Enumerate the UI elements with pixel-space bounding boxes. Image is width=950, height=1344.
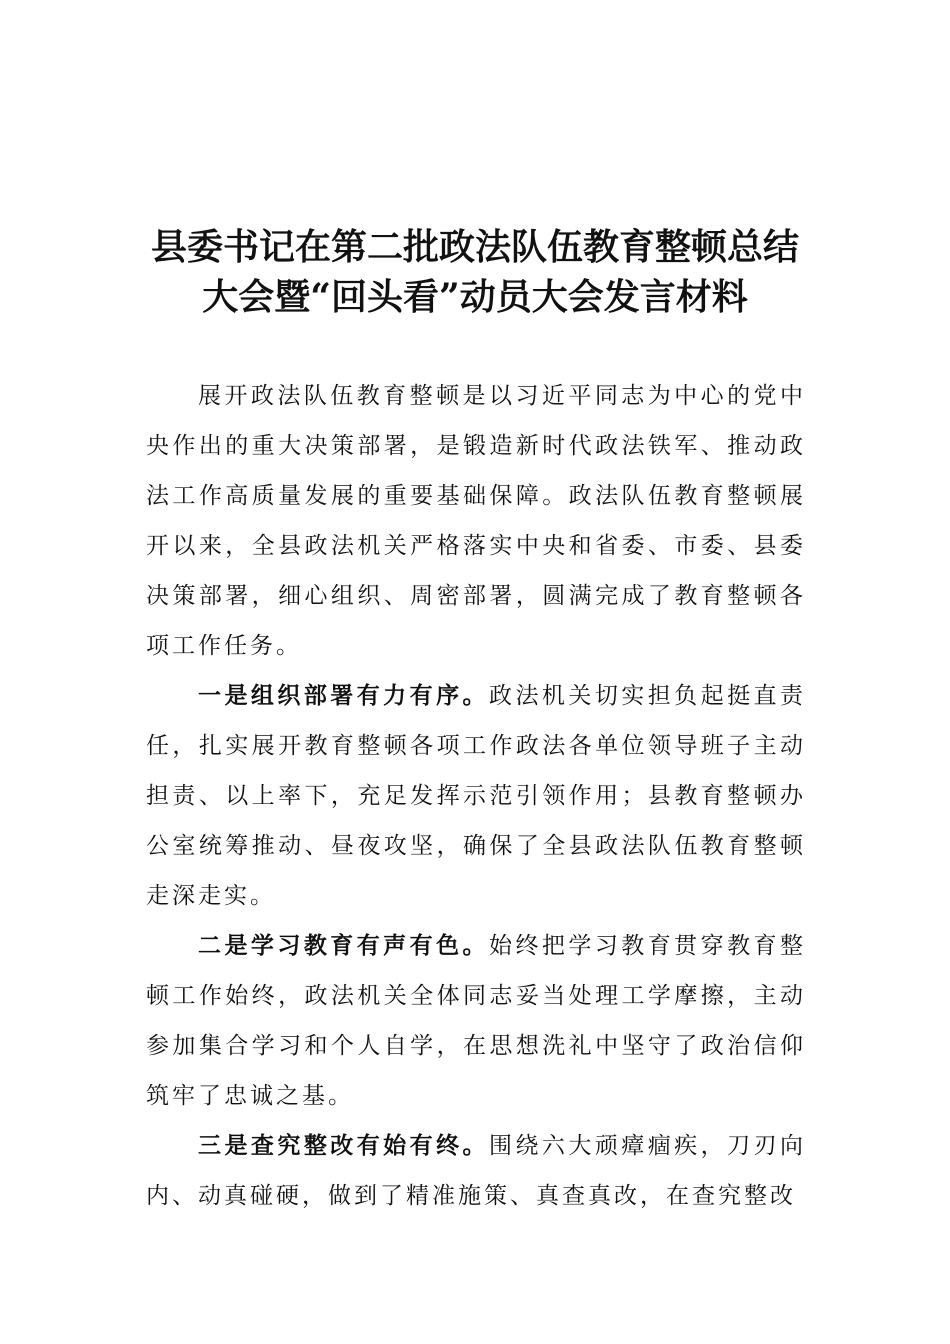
paragraph-lead: 三是查究整改有始有终。 bbox=[198, 1132, 489, 1159]
paragraph-lead: 一是组织部署有力有序。 bbox=[198, 682, 489, 709]
paragraph-study bbox=[146, 921, 806, 1121]
title-line-2: 大会暨“回头看”动员大会发言材料 bbox=[202, 276, 748, 318]
document-body bbox=[146, 371, 806, 1221]
paragraph-text: 政法机关切实担负起挺直责任，扎实展开教育整顿各项工作政法各单位领导班子主动担责、以上率下，充足发挥示范引领作用；县教育整顿办公室统筹推动、昼夜攻坚，确保了全县政法队伍教育整顿走深走实。 bbox=[146, 683, 806, 909]
paragraph-text: 展开政法队伍教育整顿是以习近平同志为中心的党中央作出的重大决策部署，是锻造新时代政法铁军、推动政法工作高质量发展的重要基础保障。政法队伍教育整顿展开以来，全县政法机关严格落实中央和省委、市委、县委决策部署，细心组织、周密部署，圆满完成了教育整顿各项工作任务。 bbox=[146, 383, 806, 659]
paragraph-intro bbox=[146, 371, 806, 671]
title-line-1: 县委书记在第二批政法队伍教育整顿总结 bbox=[150, 226, 799, 268]
document-title bbox=[100, 222, 850, 322]
paragraph-organization bbox=[146, 671, 806, 921]
paragraph-lead: 二是学习教育有声有色。 bbox=[198, 932, 489, 959]
paragraph-text: 围绕六大顽瘴痼疾，刀刃向内、动真碰硬，做到了精准施策、真查真改，在查究整改 bbox=[146, 1133, 806, 1209]
paragraph-rectification bbox=[146, 1121, 806, 1221]
paragraph-text: 始终把学习教育贯穿教育整顿工作始终，政法机关全体同志妥当处理工学摩擦，主动参加集合学习和个人自学，在思想洗礼中坚守了政治信仰筑牢了忠诚之基。 bbox=[146, 933, 806, 1109]
